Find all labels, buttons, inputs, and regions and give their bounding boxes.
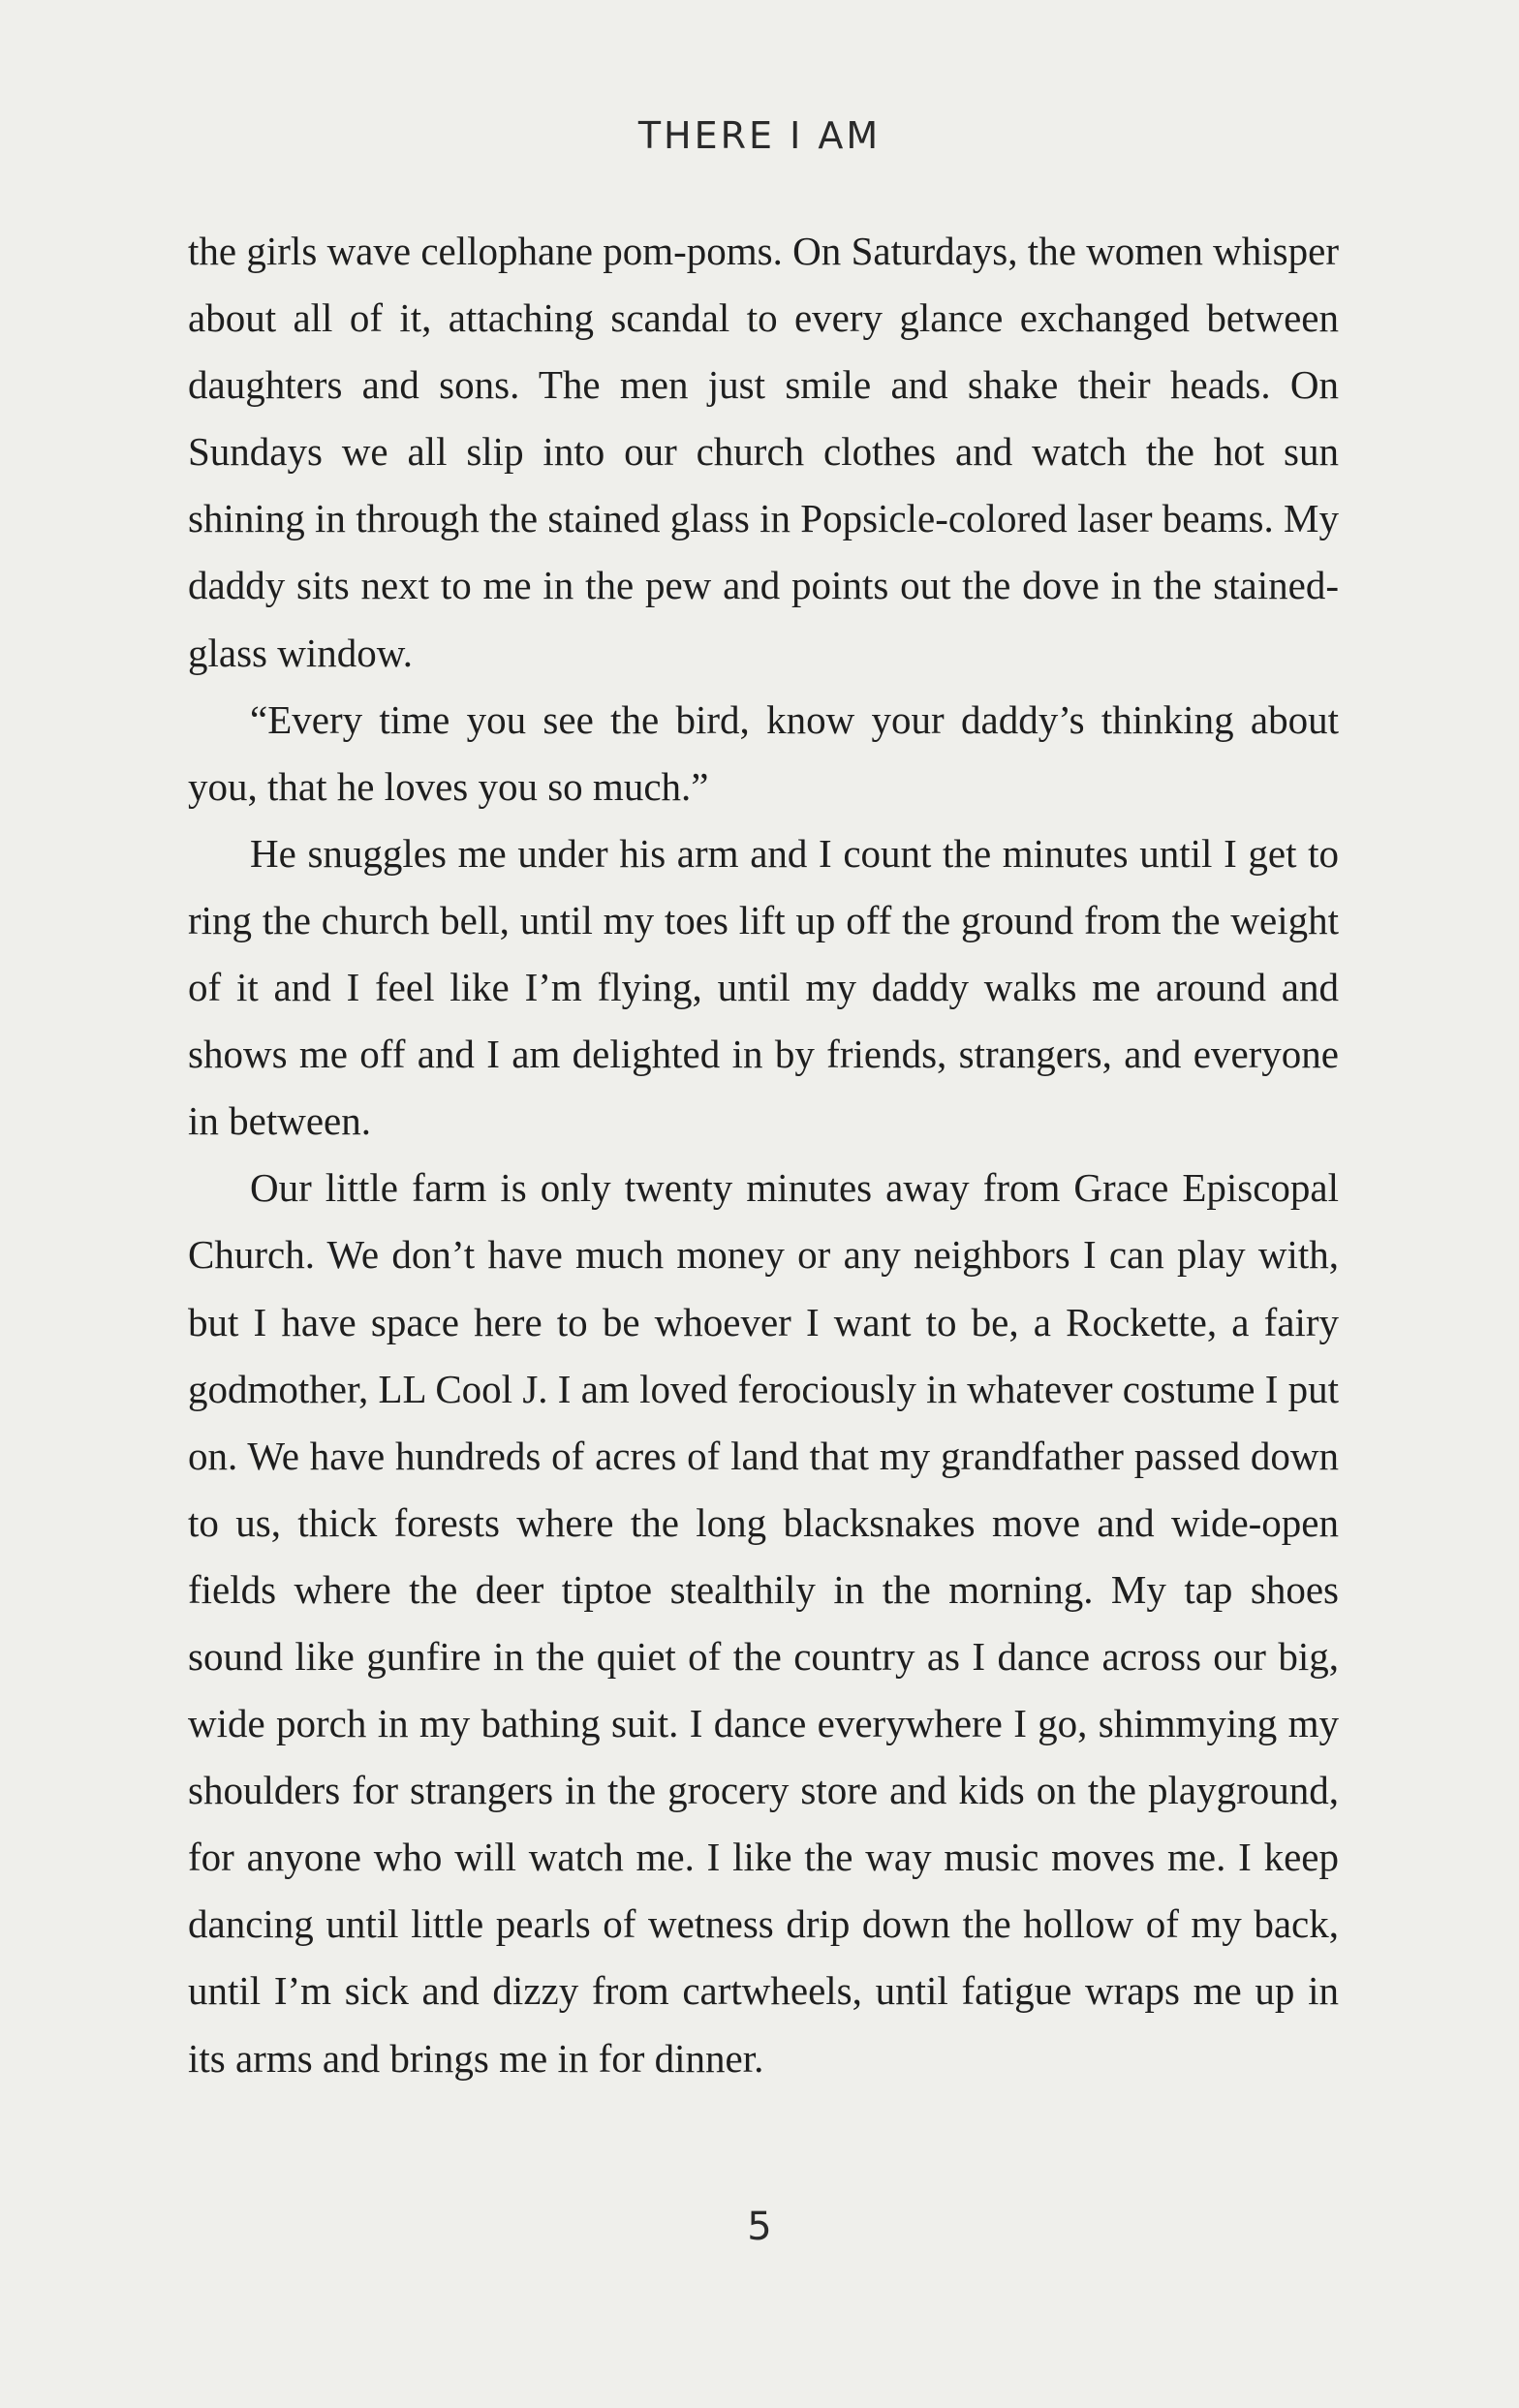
paragraph-2: “Every time you see the bird, know your daddy’s thinking about you, that he loves you so much.” [188,696,1339,809]
page-number: 5 [747,2205,772,2249]
paragraph-1: the girls wave cellophane pom-poms. On Saturdays, the women whisper about all of it, attaching scandal to every glance exchanged between daughters and sons. The men just smile and shake their heads. On Sundays we all slip into our church clothes and watch the hot sun shining in through the stained glass in Popsicle-colored laser beams. My daddy sits next to me in the pew and points out the dove in the stained-glass window. [188,229,1339,675]
body-text [188,218,1339,2092]
paragraph-3: He snuggles me under his arm and I count the minutes until I get to ring the church bell, until my toes lift up off the ground from the weight of it and I feel like I’m flying, until my daddy walks me around and shows me off and I am delighted in by friends, strangers, and everyone in between. [188,830,1339,1144]
running-head: THERE I AM [637,114,882,157]
paragraph-4: Our little farm is only twenty minutes away from Grace Episcopal Church. We don’t have much money or any neighbors I can play with, but I have space here to be whoever I want to be, a Rockette, a fairy godmother, LL Cool J. I am loved ferociously in whatever costume I put on. We have hundreds of acres of land that my grandfather passed down to us, thick forests where the long blacksnakes move and wide-open fields where the deer tiptoe stealthily in the morning. My tap shoes sound like gunfire in the quiet of the country as I dance across our big, wide porch in my bathing suit. I dance everywhere I go, shimmying my shoulders for strangers in the grocery store and kids on the playground, for anyone who will watch me. I like the way music moves me. I keep dancing until little pearls of wetness drip down the hollow of my back, until I’m sick and dizzy from cartwheels, until fatigue wraps me up in its arms and brings me in for dinner. [188,1165,1339,2081]
